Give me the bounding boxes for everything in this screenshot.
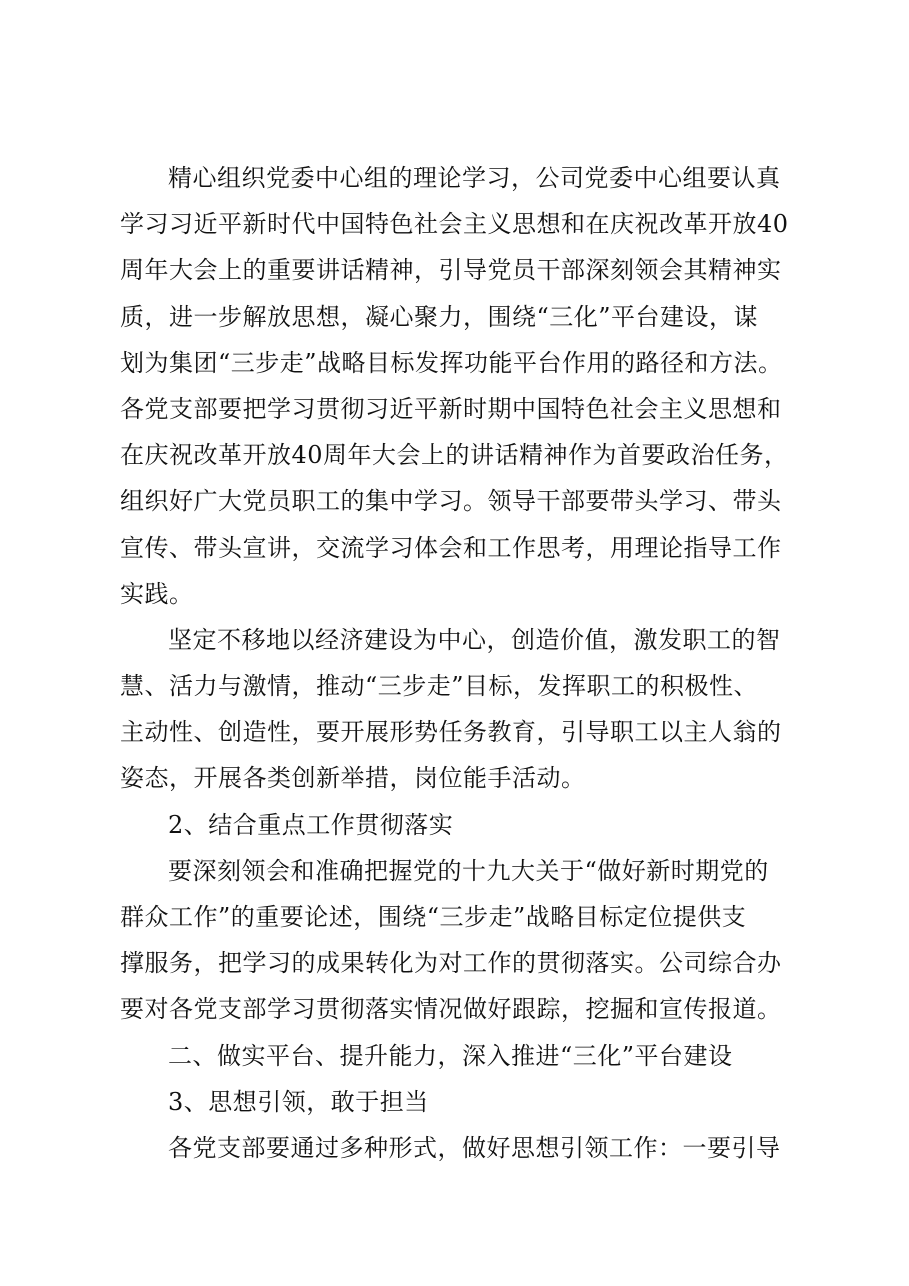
paragraph-3-line-3: 撑服务，把学习的成果转化为对工作的贯彻落实。公司综合办 (120, 949, 782, 978)
paragraph-2-line-4: 姿态，开展各类创新举措，岗位能手活动。 (120, 764, 586, 793)
paragraph-1-line-2: 学习习近平新时代中国特色社会主义思想和在庆祝改革开放40 (120, 210, 789, 239)
paragraph-1-line-6: 各党支部要把学习贯彻习近平新时期中国特色社会主义思想和 (120, 394, 782, 423)
paragraph-1-line-3: 周年大会上的重要讲话精神，引导党员干部深刻领会其精神实 (120, 256, 782, 285)
paragraph-4-line-1: 各党支部要通过多种形式，做好思想引领工作：一要引导 (168, 1133, 781, 1162)
paragraph-1-line-9: 宣传、带头宣讲，交流学习体会和工作思考，用理论指导工作 (120, 533, 782, 562)
paragraph-2-line-1: 坚定不移地以经济建设为中心，创造价值，激发职工的智 (168, 625, 781, 654)
paragraph-3-line-2: 群众工作”的重要论述，围绕“三步走”战略目标定位提供支 (120, 903, 747, 931)
paragraph-2-line-3: 主动性、创造性，要开展形势任务教育，引导职工以主人翁的 (120, 718, 782, 747)
paragraph-1-line-5: 划为集团“三步走”战略目标发挥功能平台作用的路径和方法。 (120, 348, 783, 377)
paragraph-1-line-4: 质，进一步解放思想，凝心聚力，围绕“三化”平台建设，谋 (120, 302, 759, 331)
paragraph-3-line-4: 要对各党支部学习贯彻落实情况做好跟踪，挖掘和宣传报道。 (120, 995, 782, 1024)
paragraph-3-line-1: 要深刻领会和准确把握党的十九大关于“做好新时期党的 (168, 856, 769, 885)
paragraph-1-line-7: 在庆祝改革开放40周年大会上的讲话精神作为首要政治任务， (120, 441, 789, 470)
section-heading-part-2: 二、做实平台、提升能力，深入推进“三化”平台建设 (168, 1041, 733, 1070)
paragraph-2-line-2: 慧、活力与激情，推动“三步走”目标，发挥职工的积极性、 (120, 672, 759, 701)
paragraph-1-line-1: 精心组织党委中心组的理论学习，公司党委中心组要认真 (168, 164, 781, 192)
paragraph-1-line-10: 实践。 (120, 579, 194, 608)
section-heading-3: 3、思想引领，敢于担当 (168, 1087, 429, 1116)
document-body (120, 155, 820, 1171)
paragraph-1-line-8: 组织好广大党员职工的集中学习。领导干部要带头学习、带头 (120, 487, 782, 516)
section-heading-2: 2、结合重点工作贯彻落实 (168, 810, 454, 839)
